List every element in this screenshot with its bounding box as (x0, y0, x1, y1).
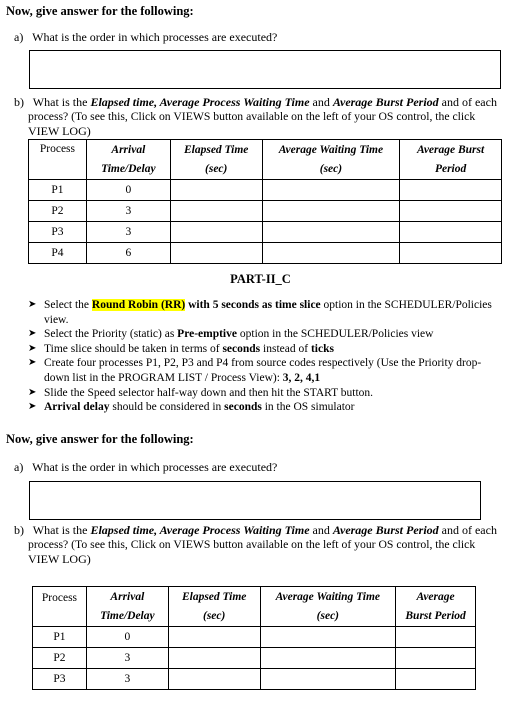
question-a (14, 30, 277, 45)
list-item (28, 400, 516, 415)
burst-cell[interactable] (396, 669, 476, 690)
process-id: P3 (33, 669, 87, 690)
header-waiting-sub: (sec) (260, 607, 396, 627)
header-burst: Average Burst (400, 140, 502, 160)
list-item (28, 298, 516, 327)
header-burst-sub: Period (400, 160, 502, 180)
b1-post: option in the SCHEDULER/Policies (320, 299, 492, 311)
b3-mid: instead of (260, 342, 311, 355)
elapsed-cell[interactable] (170, 201, 262, 222)
question-b-line3: VIEW LOG) (28, 552, 91, 566)
b6-post: in the OS simulator (261, 401, 355, 414)
burst-cell[interactable] (400, 243, 502, 264)
list-item (28, 356, 516, 385)
question-b-label: b) (14, 95, 24, 109)
waiting-cell[interactable] (262, 201, 400, 222)
question-b-text-2: and (309, 523, 333, 537)
arrow-bullet-icon: ➤ (28, 357, 37, 369)
waiting-cell[interactable] (262, 243, 400, 264)
answer-box-order[interactable] (29, 50, 501, 89)
b2-bold: Pre-emptive (177, 328, 237, 341)
question-b-bold-2: Average Burst Period (332, 523, 439, 537)
process-id: P1 (33, 627, 87, 648)
header-elapsed: Elapsed Time (170, 140, 262, 160)
arrow-bullet-icon: ➤ (28, 401, 37, 413)
b5-text: Slide the Speed selector half-way down and then hit the START button. (44, 386, 374, 399)
answer-box-order-2[interactable] (29, 481, 481, 520)
question-b-line2: process? (To see this, Click on VIEWS button available on the left of your OS control, the click (28, 537, 476, 551)
question-a-text: What is the order in which processes are executed? (32, 30, 278, 44)
burst-cell[interactable] (400, 222, 502, 243)
burst-cell[interactable] (396, 648, 476, 669)
question-a-2 (14, 460, 277, 475)
table-row (33, 627, 476, 648)
list-item (28, 342, 516, 357)
arrow-bullet-icon: ➤ (28, 342, 37, 354)
list-item (28, 327, 516, 342)
table-row (33, 648, 476, 669)
arrival-value: 0 (86, 180, 170, 201)
arrival-value: 3 (86, 222, 170, 243)
arrival-value: 3 (86, 648, 168, 669)
question-b-bold-2: Average Burst Period (332, 95, 439, 109)
process-id: P2 (33, 648, 87, 669)
question-b-line2: process? (To see this, Click on VIEWS button available on the left of your OS control, the click (28, 109, 476, 123)
arrival-value: 3 (86, 201, 170, 222)
highlight-round-robin: Round Robin (RR) (91, 299, 186, 311)
b1-pre: Select the (44, 299, 92, 311)
question-b-label: b) (14, 523, 24, 537)
b3-pre: Time slice should be taken in terms of (44, 342, 223, 355)
header-elapsed: Elapsed Time (168, 587, 260, 607)
question-a-label: a) (14, 30, 24, 44)
process-id: P3 (29, 222, 87, 243)
b3-bold1: seconds (222, 342, 261, 355)
arrival-value: 0 (86, 627, 168, 648)
process-table-1 (28, 139, 502, 264)
question-b-text-3: and of each (438, 95, 497, 109)
elapsed-cell[interactable] (170, 243, 262, 264)
header-arrival: Arrival (86, 140, 170, 160)
header-process: Process (33, 587, 87, 627)
question-b-text-1: What is the (32, 523, 91, 537)
waiting-cell[interactable] (260, 669, 396, 690)
b1-mid: with 5 seconds as time slice (185, 299, 321, 311)
table-row (33, 669, 476, 690)
waiting-cell[interactable] (260, 648, 396, 669)
b2-post: option in the SCHEDULER/Policies view (237, 328, 434, 341)
elapsed-cell[interactable] (168, 669, 260, 690)
arrow-bullet-icon: ➤ (28, 299, 37, 310)
header-arrival-sub: Time/Delay (86, 607, 168, 627)
b4-line1: Create four processes P1, P2, P3 and P4 from source codes respectively (Use the Priority drop- (44, 357, 482, 370)
question-b-line3: VIEW LOG) (28, 124, 91, 138)
question-a-label: a) (14, 460, 24, 474)
process-id: P1 (29, 180, 87, 201)
question-b-bold-1: Elapsed time, Average Process Waiting Time (90, 523, 310, 537)
header-elapsed-sub: (sec) (168, 607, 260, 627)
table-row (29, 201, 502, 222)
process-id: P2 (29, 201, 87, 222)
question-b-text-3: and of each (438, 523, 497, 537)
b6-bold2: seconds (224, 401, 262, 414)
b4-line2-bold: 3, 2, 4,1 (282, 371, 321, 384)
header-waiting: Average Waiting Time (260, 587, 396, 607)
question-b (14, 95, 514, 139)
arrow-bullet-icon: ➤ (28, 386, 37, 398)
header-arrival: Arrival (86, 587, 168, 607)
header-arrival-sub: Time/Delay (86, 160, 170, 180)
waiting-cell[interactable] (260, 627, 396, 648)
elapsed-cell[interactable] (168, 627, 260, 648)
elapsed-cell[interactable] (170, 222, 262, 243)
question-b-bold-1: Elapsed time, Average Process Waiting Time (90, 95, 310, 109)
arrival-value: 3 (86, 669, 168, 690)
b1-line2: view. (44, 313, 69, 326)
b2-pre: Select the Priority (static) as (44, 328, 178, 341)
header-waiting: Average Waiting Time (262, 140, 400, 160)
header-waiting-sub: (sec) (262, 160, 400, 180)
question-b-text-1: What is the (32, 95, 91, 109)
question-b-text-2: and (309, 95, 333, 109)
part-title: PART-II_C (230, 272, 291, 286)
elapsed-cell[interactable] (168, 648, 260, 669)
table-row (29, 243, 502, 264)
question-b-2 (14, 523, 514, 567)
header-elapsed-sub: (sec) (170, 160, 262, 180)
process-table-2 (32, 586, 476, 690)
instruction-list (28, 298, 516, 415)
section1-heading: Now, give answer for the following: (6, 4, 194, 18)
list-item (28, 386, 516, 401)
header-process: Process (29, 140, 87, 180)
b6-mid: should be considered in (109, 401, 225, 414)
header-burst-sub: Burst Period (396, 607, 476, 627)
burst-cell[interactable] (396, 627, 476, 648)
burst-cell[interactable] (400, 180, 502, 201)
question-a-text: What is the order in which processes are executed? (32, 460, 278, 474)
b6-bold: Arrival delay (44, 401, 110, 414)
waiting-cell[interactable] (262, 222, 400, 243)
arrival-value: 6 (86, 243, 170, 264)
header-burst: Average (396, 587, 476, 607)
table-row (29, 180, 502, 201)
burst-cell[interactable] (400, 201, 502, 222)
elapsed-cell[interactable] (170, 180, 262, 201)
table-row (29, 222, 502, 243)
waiting-cell[interactable] (262, 180, 400, 201)
b4-line2-pre: down list in the PROGRAM LIST / Process View): (44, 371, 283, 384)
b3-bold2: ticks (310, 342, 334, 355)
arrow-bullet-icon: ➤ (28, 328, 37, 340)
section2-heading: Now, give answer for the following: (6, 432, 194, 446)
process-id: P4 (29, 243, 87, 264)
